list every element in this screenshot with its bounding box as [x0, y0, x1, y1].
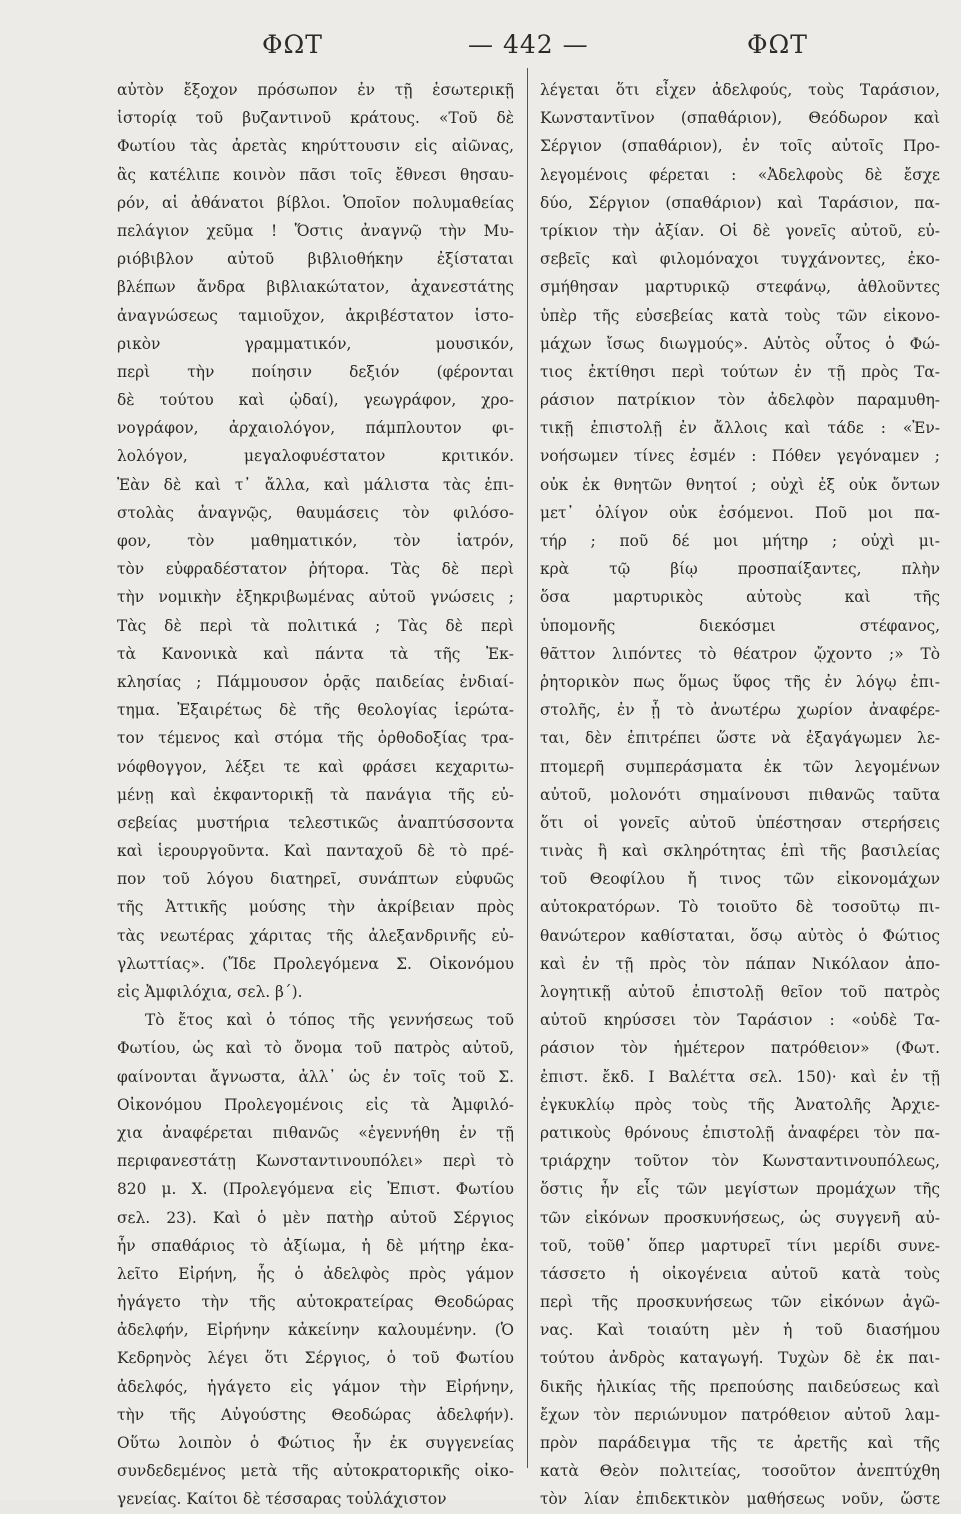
text-line: ράσιον τὸν ἡμέτερον πατρόθειον» (Φωτ.: [540, 1039, 940, 1058]
text-line: ἦν σπαθάριος τὸ ἀξίωμα, ἡ δὲ μήτηρ ἐκα-: [117, 1236, 514, 1255]
text-line: ρικὸν γραμματικόν, μουσικόν,: [117, 334, 514, 353]
text-line: αὐτοῦ κηρύσσει τὸν Ταράσιον : «οὐδὲ Τα-: [540, 1011, 940, 1030]
text-line: πελάγιον χεῦμα ! Ὅστις ἀναγνῷ τὴν Μυ-: [117, 221, 514, 240]
text-line: Κωνσταντῖνον (σπαθάριον), Θεόδωρον καὶ: [540, 109, 940, 128]
text-line: Οἰκονόμου Προλεγομένοις εἰς τὰ Ἀμφιλό-: [117, 1095, 514, 1114]
text-line: ὅτι οἱ γονεῖς αὐτοῦ ὑπέστησαν στερήσεις: [540, 813, 940, 832]
text-line: καὶ ἱερουργοῦντα. Καὶ πανταχοῦ δὲ τὸ πρέ-: [117, 842, 514, 861]
text-line: σελ. 23). Καὶ ὁ μὲν πατὴρ αὐτοῦ Σέργιος: [117, 1208, 514, 1227]
text-line: συνδεδεμένος μετὰ τῆς αὐτοκρατορικῆς οἰκο-: [117, 1462, 514, 1481]
text-line: δικῆς ἡλικίας τῆς πρεπούσης παιδεύσεως καὶ: [540, 1377, 940, 1396]
text-line: τινὰς ἢ καὶ σκληρότητας ἐπὶ τῆς βασιλείας: [540, 842, 940, 861]
text-line: θᾶττον λιπόντες τὸ θέατρον ᾤχοντο ;» Τὸ: [540, 644, 940, 663]
text-line: ται, δὲν ἐπιτρέπει ὥστε νὰ ἐξαγάγωμεν λε-: [540, 729, 940, 748]
text-line: ριόβιβλον αὐτοῦ βιβλιοθήκην ἐξίσταται: [117, 250, 514, 269]
column-divider: [527, 68, 528, 1468]
left-column: [117, 76, 514, 1514]
text-line: ἐπιστ. ἔκδ. Ι Βαλέττα σελ. 150)· καὶ ἐν τῇ: [540, 1067, 940, 1086]
text-line: κρὰ τῷ βίῳ προσπαίξαντες, πλὴν: [540, 560, 940, 579]
text-line: Φωτίου τὰς ἀρετὰς κηρύττουσιν εἰς αἰῶνας,: [117, 137, 514, 156]
text-line: μετ᾽ ὀλίγον οὐκ ἐσόμενοι. Ποῦ μοι πα-: [540, 503, 940, 522]
text-line: τὴν νομικὴν ἐξηκριβωμένας αὐτοῦ γνώσεις ;: [117, 588, 514, 607]
text-line: νας. Καὶ τοιαύτη μὲν ἡ τοῦ διασήμου: [540, 1321, 940, 1340]
text-line: λέγεται ὅτι εἶχεν ἀδελφούς, τοὺς Ταράσιον,: [540, 81, 940, 99]
text-line: τῆς Ἀττικῆς μούσης τὴν ἀκρίβειαν πρὸς: [117, 898, 514, 917]
text-line: βλέπων ἄνδρα βιβλιακώτατον, ἀχανεστάτης: [117, 278, 514, 297]
running-head-left: ΦΩΤ: [262, 30, 323, 59]
text-line: ἱστορίᾳ τοῦ βυζαντινοῦ κράτους. «Τοῦ δὲ: [117, 109, 514, 128]
text-line: κατὰ Θεὸν πολιτείας, τοσοῦτον ἀνεπτύχθη: [540, 1462, 940, 1481]
text-line: στολῆς, ἐν ᾗ τὸ ἀνωτέρω χωρίον ἀναφέρε-: [540, 701, 940, 720]
text-line: πρὸν παράδειγμα τῆς τε ἀρετῆς καὶ τῆς: [540, 1434, 940, 1452]
text-line: τήρ ; ποῦ δέ μοι μήτηρ ; οὐχὶ μι-: [540, 532, 940, 550]
text-line: σεβεῖς καὶ φιλομόναχοι τυγχάνοντες, ἐκο-: [540, 250, 940, 269]
text-line: λεγομένοις φέρεται : «Ἀδελφοὺς δὲ ἔσχε: [540, 165, 940, 184]
text-line: ῥητορικὸν πως ὅμως ὕφος τῆς ἐν λόγῳ ἐπι-: [540, 672, 940, 691]
text-line: τρίκιον τὴν ἀξίαν. Οἱ δὲ γονεῖς αὐτοῦ, εὐ-: [540, 221, 940, 240]
text-line: πον τοῦ λόγου διατηρεῖ, συνάπτων εὐφυῶς: [117, 870, 514, 889]
text-line: δὲ τούτου καὶ ᾠδαί), γεωγράφον, χρο-: [117, 391, 514, 410]
text-line: ἃς κατέλιπε κοινὸν πᾶσι τοῖς ἔθνεσι θησαυ-: [117, 165, 514, 184]
text-line: ὑπὲρ τῆς εὐσεβείας κατὰ τοὺς τῶν εἰκονο-: [540, 306, 940, 325]
text-line: τικῇ ἐπιστολῇ ἐν ἄλλοις καὶ τάδε : «Ἐν-: [540, 419, 940, 438]
text-line: ἐγκυκλίῳ πρὸς τοὺς τῆς Ἀνατολῆς Ἀρχιε-: [540, 1095, 940, 1114]
text-line: ρατικοὺς θρόνους ἐπιστολῇ ἀναφέρει τὸν πα-: [540, 1123, 940, 1142]
text-line: τὰς νεωτέρας χάριτας τῆς ἀλεξανδρινῆς εὐ-: [117, 926, 514, 945]
text-line: ἠγάγετο τὴν τῆς αὐτοκρατείρας Θεοδώρας: [117, 1293, 514, 1312]
text-line: μένῃ καὶ ἐκφαντορικῇ τὰ πανάγια τῆς εὐ-: [117, 785, 514, 804]
text-line: Φωτίου, ὡς καὶ τὸ ὄνομα τοῦ πατρὸς αὐτοῦ,: [117, 1039, 514, 1058]
text-line: ὑπομονῆς διεκόσμει στέφανος,: [540, 616, 940, 635]
text-line: τημα. Ἐξαιρέτως δὲ τῆς θεολογίας ἱερώτα-: [117, 701, 514, 720]
text-line: σμήθησαν μαρτυρικῷ στεφάνῳ, ἀθλοῦντες: [540, 278, 940, 297]
text-line: αὐτοκρατόρων. Τὸ τοιοῦτο δὲ τοσοῦτῳ πι-: [540, 898, 940, 917]
text-line: ἀναγνώσεως ταμιοῦχον, ἀκριβέστατον ἱστο-: [117, 306, 514, 325]
text-line: ἀδελφός, ἠγάγετο εἰς γάμον τὴν Εἰρήνην,: [117, 1377, 514, 1396]
text-line: τοῦ Θεοφίλου ἤ τινος τῶν εἰκονομάχων: [540, 870, 940, 889]
text-line: κλησίας ; Πάμμουσον ὁρᾷς παιδείας ἐνδιαί-: [117, 672, 514, 691]
text-line: νογράφον, ἀρχαιολόγον, πάμπλουτον φι-: [117, 419, 514, 438]
text-line: φον, τὸν μαθηματικόν, τὸν ἰατρόν,: [117, 532, 514, 550]
text-line: τοῦ, τοῦθ᾽ ὅπερ μαρτυρεῖ τίνι μερίδι συνε-: [540, 1236, 940, 1255]
text-line: ρόν, αἱ ἀθάνατοι βίβλοι. Ὁποῖον πολυμαθείας: [117, 193, 514, 212]
text-line: θανώτερον καθίσταται, ὅσῳ αὐτὸς ὁ Φώτιος: [540, 926, 940, 945]
text-line: αὐτὸν ἔξοχον πρόσωπον ἐν τῇ ἐσωτερικῇ: [117, 81, 514, 99]
text-line: δύο, Σέργιον (σπαθάριον) καὶ Ταράσιον, πα-: [540, 193, 940, 212]
text-line: ράσιον πατρίκιον τὸν ἀδελφὸν παραμυθη-: [540, 391, 940, 410]
text-line: οὐκ ἐκ θνητῶν θνητοί ; οὐχὶ ἐξ οὐκ ὄντων: [540, 475, 940, 494]
text-line: περὶ τὴν ποίησιν δεξιόν (φέρονται: [117, 362, 514, 381]
text-line: Σέργιον (σπαθάριον), ἐν τοῖς αὐτοῖς Προ-: [540, 137, 940, 156]
text-line: τάσσετο ἡ οἰκογένεια αὐτοῦ κατὰ τοὺς: [540, 1264, 940, 1283]
text-line: μάχων ἴσως διωγμούς». Αὐτὸς οὗτος ὁ Φώ-: [540, 334, 940, 353]
page-number: — 442 —: [468, 30, 589, 59]
text-line: λολόγον, μεγαλοφυέστατον κριτικόν.: [117, 447, 514, 466]
running-head-right: ΦΩΤ: [747, 30, 808, 59]
text-line: τὸν λίαν ἐπιδεκτικὸν μαθήσεως νοῦν, ὥστε: [540, 1490, 940, 1509]
text-line: σεβείας μυστήρια τελεστικῶς ἀναπτύσσοντα: [117, 813, 514, 832]
text-line: περιφανεστάτῃ Κωνσταντινουπόλει» περὶ τὸ: [117, 1152, 514, 1171]
text-line: τούτου ἀνδρὸς καταγωγή. Τυχὼν δὲ ἐκ παι-: [540, 1349, 940, 1368]
text-line: τὸν εὐφραδέστατον ῥήτορα. Τὰς δὲ περὶ: [117, 560, 514, 579]
text-line: τιος ἐκτίθησι περὶ τούτων ἐν τῇ πρὸς Τα-: [540, 362, 940, 381]
right-column: [540, 76, 940, 1514]
text-line: τῶν εἰκόνων προσκυνήσεως, ὡς συγγενῆ αὐ-: [540, 1208, 940, 1227]
text-line: φαίνονται ἄγνωστα, ἀλλ᾽ ὡς ἐν τοῖς τοῦ Σ.: [117, 1067, 514, 1086]
text-line: νοήσωμεν τίνες ἐσμέν : Πόθεν γεγόναμεν ;: [540, 447, 940, 466]
text-line: τον τέμενος καὶ στόμα τῆς ὀρθοδοξίας τρα-: [117, 729, 514, 748]
text-line: ἔχων τὸν περιώνυμον πατρόθειον αὐτοῦ λαμ-: [540, 1405, 940, 1424]
text-line: Τὸ ἔτος καὶ ὁ τόπος τῆς γεννήσεως τοῦ: [145, 1011, 514, 1030]
text-line: τριάρχην τοῦτον τὸν Κωνσταντινουπόλεως,: [540, 1152, 940, 1171]
text-line: γενείας. Καίτοι δὲ τέσσαρας τοὐλάχιστον: [117, 1490, 447, 1509]
text-line: Κεδρηνὸς λέγει ὅτι Σέργιος, ὁ τοῦ Φωτίου: [117, 1349, 514, 1368]
text-line: Ἐὰν δὲ καὶ τ᾽ ἄλλα, καὶ μάλιστα τὰς ἐπι-: [117, 475, 514, 494]
text-line: ὅστις ἦν εἷς τῶν μεγίστων προμάχων τῆς: [540, 1180, 940, 1199]
text-line: γλωττίας». (Ἴδε Προλεγόμενα Σ. Οἰκονόμου: [117, 954, 514, 973]
text-line: τὴν τῆς Αὐγούστης Θεοδώρας ἀδελφήν).: [117, 1405, 514, 1424]
text-line: τὰ Κανονικὰ καὶ πάντα τὰ τῆς Ἐκ-: [117, 644, 514, 663]
text-line: Τὰς δὲ περὶ τὰ πολιτικά ; Τὰς δὲ περὶ: [117, 616, 514, 635]
text-line: στολὰς ἀναγνῷς, θαυμάσεις τὸν φιλόσο-: [117, 503, 514, 522]
text-line: ὅσα μαρτυρικὸς αὐτοὺς καὶ τῆς: [540, 588, 940, 607]
page-header: [0, 30, 961, 70]
text-line: 820 μ. Χ. (Προλεγόμενα εἰς Ἐπιστ. Φωτίου: [117, 1180, 514, 1199]
text-line: νόφθογγον, λέξει τε καὶ φράσει κεχαριτω-: [117, 757, 514, 776]
text-line: Οὕτω λοιπὸν ὁ Φώτιος ἦν ἐκ συγγενείας: [117, 1434, 514, 1452]
text-line: λογητικῇ αὐτοῦ ἐπιστολῇ θεῖον τοῦ πατρὸς: [540, 983, 940, 1001]
text-line: ἀδελφήν, Εἰρήνην κἀκείνην καλουμένην. (Ὁ: [117, 1321, 514, 1340]
text-line: πτομερῆ συμπεράσματα ἐκ τῶν λεγομένων: [540, 757, 940, 776]
text-line: εἰς Ἀμφιλόχια, σελ. β΄).: [117, 983, 303, 1001]
text-line: περὶ τῆς προσκυνήσεως τῶν εἰκόνων ἀγῶ-: [540, 1293, 940, 1312]
text-line: χια ἀναφέρεται πιθανῶς «ἐγεννήθη ἐν τῇ: [117, 1123, 514, 1142]
text-line: καὶ ἐν τῇ πρὸς τὸν πάπαν Νικόλαον ἀπο-: [540, 954, 940, 973]
text-line: αὐτοῦ, μολονότι σημαίνουσι πιθανῶς ταῦτα: [540, 785, 940, 804]
text-line: λεῖτο Εἰρήνη, ἧς ὁ ἀδελφὸς πρὸς γάμον: [117, 1264, 514, 1283]
